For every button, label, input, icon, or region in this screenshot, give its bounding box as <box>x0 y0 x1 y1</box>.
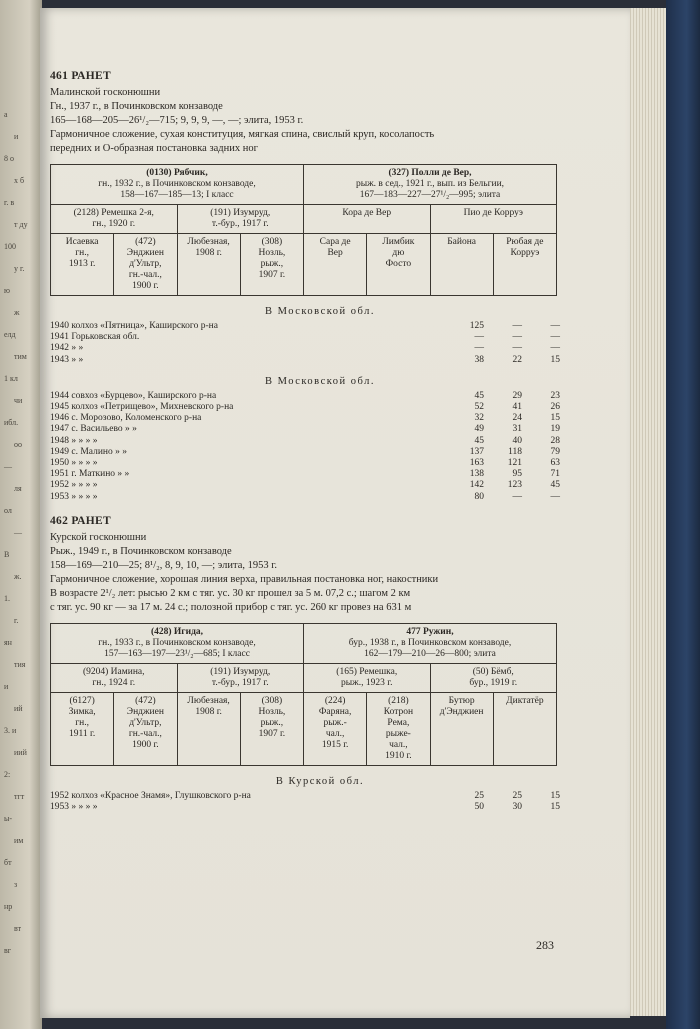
record-value: 19 <box>550 424 560 435</box>
great-grandparent-cell <box>304 692 367 765</box>
record-row <box>50 343 560 354</box>
record-row <box>50 332 560 343</box>
previous-page-fragment: тия <box>14 660 26 669</box>
cell-line: Нозль, <box>258 706 286 717</box>
previous-page-fragment: ол <box>4 506 12 515</box>
cell-line: гн., <box>75 248 89 258</box>
cell-line: (2128) Ремешка 2-я, <box>73 208 154 218</box>
record-text: 1944 совхоз «Бурцево», Каширского р-на <box>50 390 217 401</box>
pedigree-great-grandparents-row <box>51 692 557 765</box>
usage-records <box>50 391 590 503</box>
cell-line: д'Ультр, <box>129 717 162 728</box>
cell-line: чал., <box>389 739 408 750</box>
previous-page-fragment: и <box>14 132 19 141</box>
record-value: 45 <box>474 435 484 446</box>
previous-page-fragment: тгт <box>14 792 25 801</box>
record-value: — <box>512 332 522 343</box>
previous-page-fragment: — <box>4 462 12 471</box>
great-grandparent-cell <box>240 692 303 765</box>
pedigree-grandparents-row <box>51 205 557 234</box>
record-value: 45 <box>474 390 484 401</box>
record-value: 95 <box>512 469 522 480</box>
grandparent-cell <box>177 663 304 692</box>
cell-line: Рюбая де <box>506 237 544 247</box>
record-value: 38 <box>474 354 484 365</box>
section-title: В Курской обл. <box>275 775 365 787</box>
dam-cell <box>304 165 557 205</box>
record-row <box>50 492 560 503</box>
record-text: 1950 » » » » <box>50 458 98 469</box>
pedigree-table <box>50 623 557 766</box>
cell-line: Сара де <box>319 237 351 247</box>
previous-page-fragment: вг <box>4 946 12 955</box>
record-value: 163 <box>469 458 484 469</box>
cell-line: Энджиен <box>126 248 164 258</box>
cell-line: 1900 г. <box>132 739 159 750</box>
grandparent-cell <box>304 205 431 234</box>
record-value: 80 <box>474 491 484 502</box>
record-value: 123 <box>507 480 522 491</box>
cell-line: бур., 1938 г., в Починковском конзаводе, <box>348 637 512 648</box>
cell-line: (191) Изумруд, <box>210 208 271 218</box>
sire-cell <box>51 165 304 205</box>
cell-line: Пио де Корруэ <box>463 208 523 218</box>
record-value: — <box>550 321 560 331</box>
text-line: с тяг. ус. 90 кг — за 17 м. 24 с.; полозной прибор с тяг. ус. 260 кг провез на 631 м <box>50 601 412 613</box>
record-text: 1949 с. Малино » » <box>50 446 127 457</box>
cell-line: 167—183—227—27¹/₂—995; элита <box>359 190 501 200</box>
record-text: 1948 » » » » <box>50 435 98 446</box>
entry-description <box>50 86 590 156</box>
cell-line: 1913 г. <box>68 259 96 269</box>
record-value: 29 <box>512 390 522 401</box>
text-line: Курской госконюшни <box>50 531 147 543</box>
record-value: 15 <box>550 802 560 813</box>
book-cover <box>666 0 700 1029</box>
previous-page-fragment: г. в <box>4 198 15 207</box>
cell-line: 158—167—185—13; I класс <box>120 190 234 200</box>
cell-line: гн.-чал., <box>128 270 162 280</box>
cell-line: чал., <box>325 728 345 739</box>
record-value: 30 <box>512 802 522 813</box>
entry-heading: 462 РАНЕТ <box>50 514 111 527</box>
sire-cell <box>51 623 304 663</box>
record-value: 138 <box>469 469 484 480</box>
previous-page-fragment: В <box>4 550 10 559</box>
cell-line: Рема, <box>387 717 410 728</box>
page-number: 283 <box>536 938 554 952</box>
record-value: 137 <box>469 446 484 457</box>
cell-line: рыж.- <box>323 717 347 728</box>
previous-page-fragment: — <box>14 528 22 537</box>
previous-page-fragment: з <box>14 880 18 889</box>
cell-line: гн., 1932 г., в Починковском конзаводе, <box>98 179 256 189</box>
cell-line: т.-бур., 1917 г. <box>211 677 269 688</box>
cell-line: бур., 1919 г. <box>469 677 518 688</box>
grandparent-cell <box>51 205 178 234</box>
cell-line: Фосто <box>385 259 412 269</box>
record-value: — <box>512 321 522 331</box>
record-value: 28 <box>550 435 560 446</box>
cell-line: (9204) Иамина, <box>82 666 145 677</box>
previous-page-fragment: 100 <box>4 242 16 251</box>
cell-line: (6127) <box>69 695 95 706</box>
record-text: 1952 колхоз «Красное Знамя», Глушковского р-на <box>50 790 251 801</box>
great-grandparent-cell <box>493 692 556 765</box>
cell-line: Вер <box>327 248 343 258</box>
cell-line: Зимка, <box>68 706 96 717</box>
record-row <box>50 791 560 802</box>
previous-page-fragment: ю <box>4 286 10 295</box>
cell-line: 1911 г. <box>69 728 96 739</box>
previous-page-fragment: им <box>14 836 24 845</box>
record-row <box>50 413 560 424</box>
record-value: 25 <box>474 790 484 801</box>
cell-line: Нозль, <box>258 248 286 258</box>
previous-page-fragment: вт <box>14 924 22 933</box>
record-row <box>50 436 560 447</box>
previous-page-fragment: ибл. <box>4 418 19 427</box>
grandparent-cell <box>304 663 431 692</box>
cell-line: 1907 г. <box>258 270 286 280</box>
pedigree-parents-row <box>51 623 557 663</box>
cell-line: Бутюр <box>448 695 475 706</box>
cell-line: рыж. в сед., 1921 г., вып. из Бельгии, <box>355 179 505 189</box>
cell-line: (0130) Рябчик, <box>146 168 208 178</box>
section-title: В Московской обл. <box>264 306 375 317</box>
cell-line: гн., 1924 г. <box>92 677 136 688</box>
cell-line: (428) Игида, <box>150 626 204 637</box>
record-value: 121 <box>507 458 522 469</box>
great-grandparent-cell <box>51 692 114 765</box>
text-line: 158—169—210—25; 8¹/₂, 8, 9, 10, —; элита, 1953 г. <box>50 559 277 571</box>
record-text: 1946 с. Морозово, Коломенского р-на <box>50 413 202 424</box>
cell-line: 1915 г. <box>321 739 349 750</box>
cell-line: (472) <box>135 237 156 247</box>
cell-line: 157—163—197—23¹/₂—685; I класс <box>104 648 250 659</box>
cell-line: (218) <box>388 695 409 706</box>
previous-page-fragment: 2: <box>4 770 11 779</box>
record-value: 71 <box>550 469 560 480</box>
entry-description <box>50 531 590 615</box>
cell-line: гн., 1933 г., в Починковском конзаводе, <box>98 637 256 648</box>
great-grandparent-cell <box>304 234 367 296</box>
cell-line: Лимбик <box>382 237 415 247</box>
record-text: 1953 » » » » <box>50 802 98 813</box>
record-value: — <box>474 332 484 343</box>
cell-line: т.-бур., 1917 г. <box>211 219 269 229</box>
record-row <box>50 424 560 435</box>
cell-line: Кора де Вер <box>342 208 392 218</box>
record-value: 15 <box>550 413 560 424</box>
cell-line: рыж., <box>260 717 284 728</box>
grandparent-cell <box>51 663 178 692</box>
cell-line: гн., 1920 г. <box>92 219 136 229</box>
record-text: 1940 колхоз «Пятница», Каширского р-на <box>50 321 218 331</box>
entry-462 <box>50 515 590 813</box>
cell-line: 1907 г. <box>258 728 286 739</box>
record-value: 26 <box>550 402 560 413</box>
previous-page-fragment: и <box>4 682 9 691</box>
previous-page-edge <box>0 0 42 1029</box>
page-content <box>50 70 590 813</box>
cell-line: д'Ультр, <box>129 259 162 269</box>
text-line: 165—168—205—26¹/₂—715; 9, 9, 9, —, —; элита, 1953 г. <box>50 115 304 126</box>
record-text: 1951 г. Маткино » » <box>50 469 130 480</box>
cell-line: рыж., 1923 г. <box>341 677 393 688</box>
text-line: Гармоничное сложение, хорошая линия верха, правильная постановка ног, накостники <box>50 573 439 585</box>
record-text: 1945 колхоз «Петрищево», Михневского р-на <box>50 402 234 413</box>
dam-cell <box>304 623 557 663</box>
cell-line: 1908 г. <box>195 248 222 258</box>
previous-page-fragment: нр <box>4 902 13 911</box>
great-grandparent-cell <box>493 234 556 296</box>
record-value: — <box>512 491 522 502</box>
cell-line: Исаевка <box>65 237 99 247</box>
record-value: 52 <box>474 402 484 413</box>
text-line: Рыж., 1949 г., в Починковском конзаводе <box>50 545 232 557</box>
previous-page-fragment: ий <box>14 704 23 713</box>
previous-page-fragment: бт <box>4 858 12 867</box>
previous-page-fragment: иий <box>14 748 27 757</box>
cell-line: (308) <box>261 237 283 247</box>
previous-page-fragment: ж. <box>14 572 22 581</box>
record-row <box>50 355 560 366</box>
previous-page-fragment: 1 кл <box>4 374 18 383</box>
record-value: 23 <box>550 390 560 401</box>
previous-page-fragment: оо <box>14 440 22 449</box>
great-grandparent-cell <box>367 692 430 765</box>
great-grandparent-cell <box>177 234 240 296</box>
great-grandparent-cell <box>114 692 177 765</box>
cell-line: Фаряна, <box>318 706 352 717</box>
section-title: В Московской обл. <box>264 375 375 387</box>
grandparent-cell <box>430 205 557 234</box>
cell-line: гн., <box>75 717 89 728</box>
record-value: 50 <box>474 802 484 813</box>
cell-line: 162—179—210—26—800; элита <box>364 648 496 659</box>
cell-line: дю <box>392 248 405 258</box>
cell-line: рыж., <box>260 259 284 269</box>
record-value: 142 <box>469 480 484 491</box>
usage-records <box>50 321 590 366</box>
text-line: Гармоничное сложение, сухая конституция, мягкая спина, свислый круп, косолапость <box>50 129 435 140</box>
record-value: — <box>474 343 484 354</box>
record-value: 31 <box>512 424 522 435</box>
cell-line: рыже- <box>385 728 411 739</box>
cell-line: 1908 г. <box>195 706 222 717</box>
text-line: Малинской госконюшни <box>50 87 161 98</box>
entry-461 <box>50 70 590 503</box>
grandparent-cell <box>177 205 304 234</box>
record-value: 15 <box>550 790 560 801</box>
record-value: 22 <box>512 354 522 365</box>
cell-line: (165) Ремешка, <box>336 666 398 677</box>
previous-page-fragment: ян <box>4 638 12 647</box>
record-row <box>50 447 560 458</box>
record-value: — <box>550 332 560 343</box>
great-grandparent-cell <box>240 234 303 296</box>
previous-page-fragment: тим <box>14 352 27 361</box>
record-value: 24 <box>512 413 522 424</box>
entry-heading: 461 РАНЕТ <box>50 70 111 82</box>
record-row <box>50 469 560 480</box>
previous-page-fragment: чи <box>14 396 23 405</box>
previous-page-fragment: ля <box>14 484 22 493</box>
record-value: 40 <box>512 435 522 446</box>
cell-line: Байона <box>447 237 477 247</box>
cell-line: (50) Бёмб, <box>472 666 514 677</box>
cell-line: Корруэ <box>510 248 540 258</box>
cell-line: 1900 г. <box>132 281 159 291</box>
record-text: 1952 » » » » <box>50 480 98 491</box>
record-value: 32 <box>474 413 484 424</box>
cell-line: (191) Изумруд, <box>210 666 271 677</box>
great-grandparent-cell <box>367 234 430 296</box>
record-value: 49 <box>474 424 484 435</box>
record-text: 1942 » » <box>50 343 84 354</box>
previous-page-fragment: ж <box>14 308 20 317</box>
pedigree-grandparents-row <box>51 663 557 692</box>
previous-page-fragment: елд <box>4 330 16 339</box>
record-text: 1953 » » » » <box>50 491 98 502</box>
record-value: 41 <box>512 402 522 413</box>
great-grandparent-cell <box>430 234 493 296</box>
record-value: 15 <box>550 354 560 365</box>
record-row <box>50 321 560 332</box>
great-grandparent-cell <box>177 692 240 765</box>
usage-records <box>50 791 590 813</box>
text-line: В возрасте 2¹/₂ лет: рысью 2 км с тяг. ус. 30 кг прошел за 5 м. 07,2 с.; шагом 2 км <box>50 587 411 599</box>
cell-line: 477 Ружин, <box>406 626 454 637</box>
record-value: 79 <box>550 446 560 457</box>
record-row <box>50 480 560 491</box>
previous-page-fragment: ы- <box>4 814 13 823</box>
pedigree-parents-row <box>51 165 557 205</box>
great-grandparent-cell <box>51 234 114 296</box>
cell-line: гн.-чал., <box>128 728 162 739</box>
cell-line: (224) <box>324 695 346 706</box>
previous-page-fragment: у г. <box>14 264 25 273</box>
record-row <box>50 458 560 469</box>
previous-page-fragment: 3. и <box>4 726 17 735</box>
cell-line: Любезная, <box>187 695 230 706</box>
cell-line: (327) Полли де Вер, <box>388 168 472 178</box>
record-value: — <box>512 343 522 354</box>
previous-page-fragment: г. <box>14 616 19 625</box>
record-row <box>50 391 560 402</box>
record-value: 125 <box>469 321 484 331</box>
cell-line: (308) <box>261 695 283 706</box>
page-edges <box>628 8 668 1016</box>
previous-page-fragment: 8 о <box>4 154 14 163</box>
previous-page-fragment: 1. <box>4 594 10 603</box>
pedigree-great-grandparents-row <box>51 234 557 296</box>
record-text: 1943 » » <box>50 354 84 365</box>
pedigree-table <box>50 164 557 296</box>
text-line: Гн., 1937 г., в Починковском конзаводе <box>50 101 223 112</box>
book-page <box>40 8 630 1018</box>
record-value: 63 <box>550 458 560 469</box>
previous-page-fragment: а <box>4 110 8 119</box>
text-line: передних и О-образная постановка задних ног <box>50 143 258 154</box>
record-text: 1941 Горьковская обл. <box>50 332 140 343</box>
record-row <box>50 402 560 413</box>
great-grandparent-cell <box>430 692 493 765</box>
great-grandparent-cell <box>114 234 177 296</box>
cell-line: Котрон <box>383 706 414 717</box>
cell-line: 1910 г. <box>385 750 412 761</box>
record-value: 25 <box>512 790 522 801</box>
grandparent-cell <box>430 663 557 692</box>
cell-line: (472) <box>135 695 156 706</box>
record-value: 45 <box>550 480 560 491</box>
cell-line: д'Энджиен <box>439 706 484 717</box>
record-value: 118 <box>508 446 522 457</box>
cell-line: Энджиен <box>126 706 164 717</box>
previous-page-fragment: т ду <box>14 220 28 229</box>
record-value: — <box>550 343 560 354</box>
cell-line: Любезная, <box>187 237 230 247</box>
previous-page-fragment: х б <box>14 176 25 185</box>
record-row <box>50 802 560 813</box>
cell-line: Диктатёр <box>506 695 544 706</box>
record-text: 1947 с. Васильево » » <box>50 424 137 435</box>
record-value: — <box>550 491 560 502</box>
